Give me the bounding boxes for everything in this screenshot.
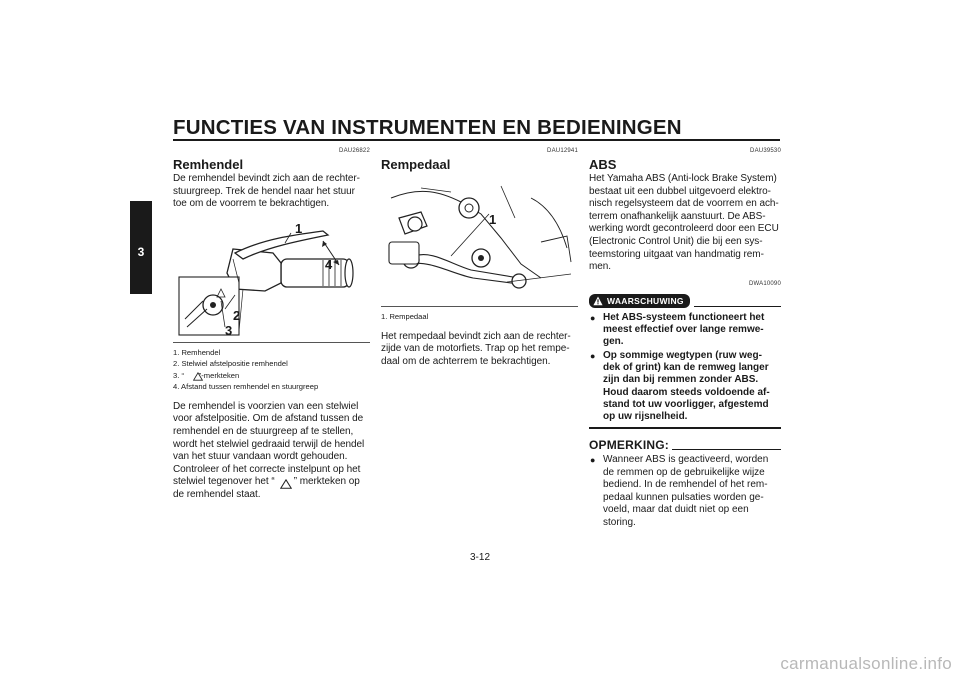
bullet-icon: ● <box>590 312 596 323</box>
section-rempedaal <box>381 148 578 368</box>
warning-badge <box>589 294 690 308</box>
warning-item: ● Op sommige wegtypen (ruw weg- dek of grint) kan de remweg langer zijn dan bij remmen zonder ABS. Houd daarom steeds voldoende af- stand tot uw voorligger, afgestemd op uw rijsnelheid. <box>590 349 770 423</box>
warning-code: DWA10090 <box>748 280 781 287</box>
note-label: OPMERKING: <box>589 437 669 452</box>
brake-pedal-illustration <box>381 178 578 301</box>
figure-captions <box>173 347 370 393</box>
chapter-tab <box>130 201 152 294</box>
section-heading: Remhendel <box>173 157 244 172</box>
callout-4: 4 <box>325 256 333 272</box>
section-heading: ABS <box>589 157 617 172</box>
warning-list <box>589 312 781 424</box>
section-body-wrap <box>173 401 370 502</box>
section-heading: Rempedaal <box>381 157 451 172</box>
triangle-mark-icon <box>193 372 203 381</box>
section-abs <box>589 148 781 529</box>
callout-2: 2 <box>233 307 241 323</box>
page-title: FUNCTIES VAN INSTRUMENTEN EN BEDIENINGEN <box>173 116 682 139</box>
section-body: De remhendel is voorzien van een stelwiel voor afstelpositie. Om de afstand tussen de remhendel en de stuurgreep af te stellen, wordt het stelwiel gedraaid terwijl de hendel van het stuur vandaan wordt gehouden. Controleer of het correcte instelpunt op het stelwiel tegenover het “ ” merkteken op de remhendel staat. <box>173 400 365 500</box>
section-intro: Het Yamaha ABS (Anti-lock Brake System) bestaat uit een dubbel uitgevoerd elektro- nisch regelsysteem dat de voorrem en ach- terrem onafhankelijk aanstuurt. De ABS- werking wordt gecontroleerd door een ECU (Electronic Control Unit) die bij een sys- teemstoring uitgaat van handmatig rem- men. <box>589 173 779 273</box>
section-intro: De remhendel bevindt zich aan de rechter- stuurgreep. Trek de hendel naar het stuur toe om de voorrem te bekrachtigen. <box>173 173 360 210</box>
triangle-mark-icon <box>280 479 292 489</box>
section-remhendel <box>173 148 370 502</box>
figure-captions <box>381 311 578 323</box>
note-list <box>589 454 781 530</box>
chapter-number: 3 <box>137 245 145 259</box>
warning-label: WAARSCHUWING <box>607 295 684 306</box>
brake-lever-illustration <box>173 219 370 337</box>
section-code: DAU26822 <box>339 148 370 154</box>
note-item: ● Wanneer ABS is geactiveerd, worden de remmen op de gebruikelijke wijze bediend. In de remhendel of het rem- pedaal kunnen pulsaties worden ge- voeld, maar dat duidt niet op een storing. <box>590 453 769 528</box>
section-code: DAU39530 <box>750 148 781 154</box>
caption-item: 1. Rempedaal <box>381 312 429 321</box>
warning-triangle-icon <box>593 296 603 306</box>
warning-item: ● Het ABS-systeem functioneert het meest effectief over lange remwe- gen. <box>590 311 765 348</box>
section-code: DAU12941 <box>547 148 578 154</box>
bullet-icon: ● <box>590 454 596 465</box>
warning-rule <box>589 427 781 429</box>
caption-item: 3. “ ”-merkteken <box>173 370 240 380</box>
figure-rule <box>381 306 578 307</box>
page-number: 3-12 <box>469 552 490 563</box>
brake-lever-figure <box>173 219 370 343</box>
note-header <box>589 438 781 452</box>
brake-pedal-figure <box>381 178 578 307</box>
callout-1: 1 <box>295 220 303 236</box>
figure-rule <box>173 342 370 343</box>
watermark: carmanualsonline.info <box>780 654 952 673</box>
caption-item: 2. Stelwiel afstelpositie remhendel <box>173 359 288 369</box>
caption-item: 1. Remhendel <box>173 347 221 357</box>
caption-item: 4. Afstand tussen remhendel en stuurgreep <box>173 382 319 392</box>
title-rule <box>173 139 780 141</box>
callout-1: 1 <box>489 212 497 227</box>
bullet-icon: ● <box>590 350 596 361</box>
warning-header <box>589 294 781 308</box>
callout-3: 3 <box>225 322 233 337</box>
section-body: Het rempedaal bevindt zich aan de rechter- zijde van de motorfiets. Trap op het rempe- daal om de achterrem te bekrachtigen. <box>381 330 571 367</box>
